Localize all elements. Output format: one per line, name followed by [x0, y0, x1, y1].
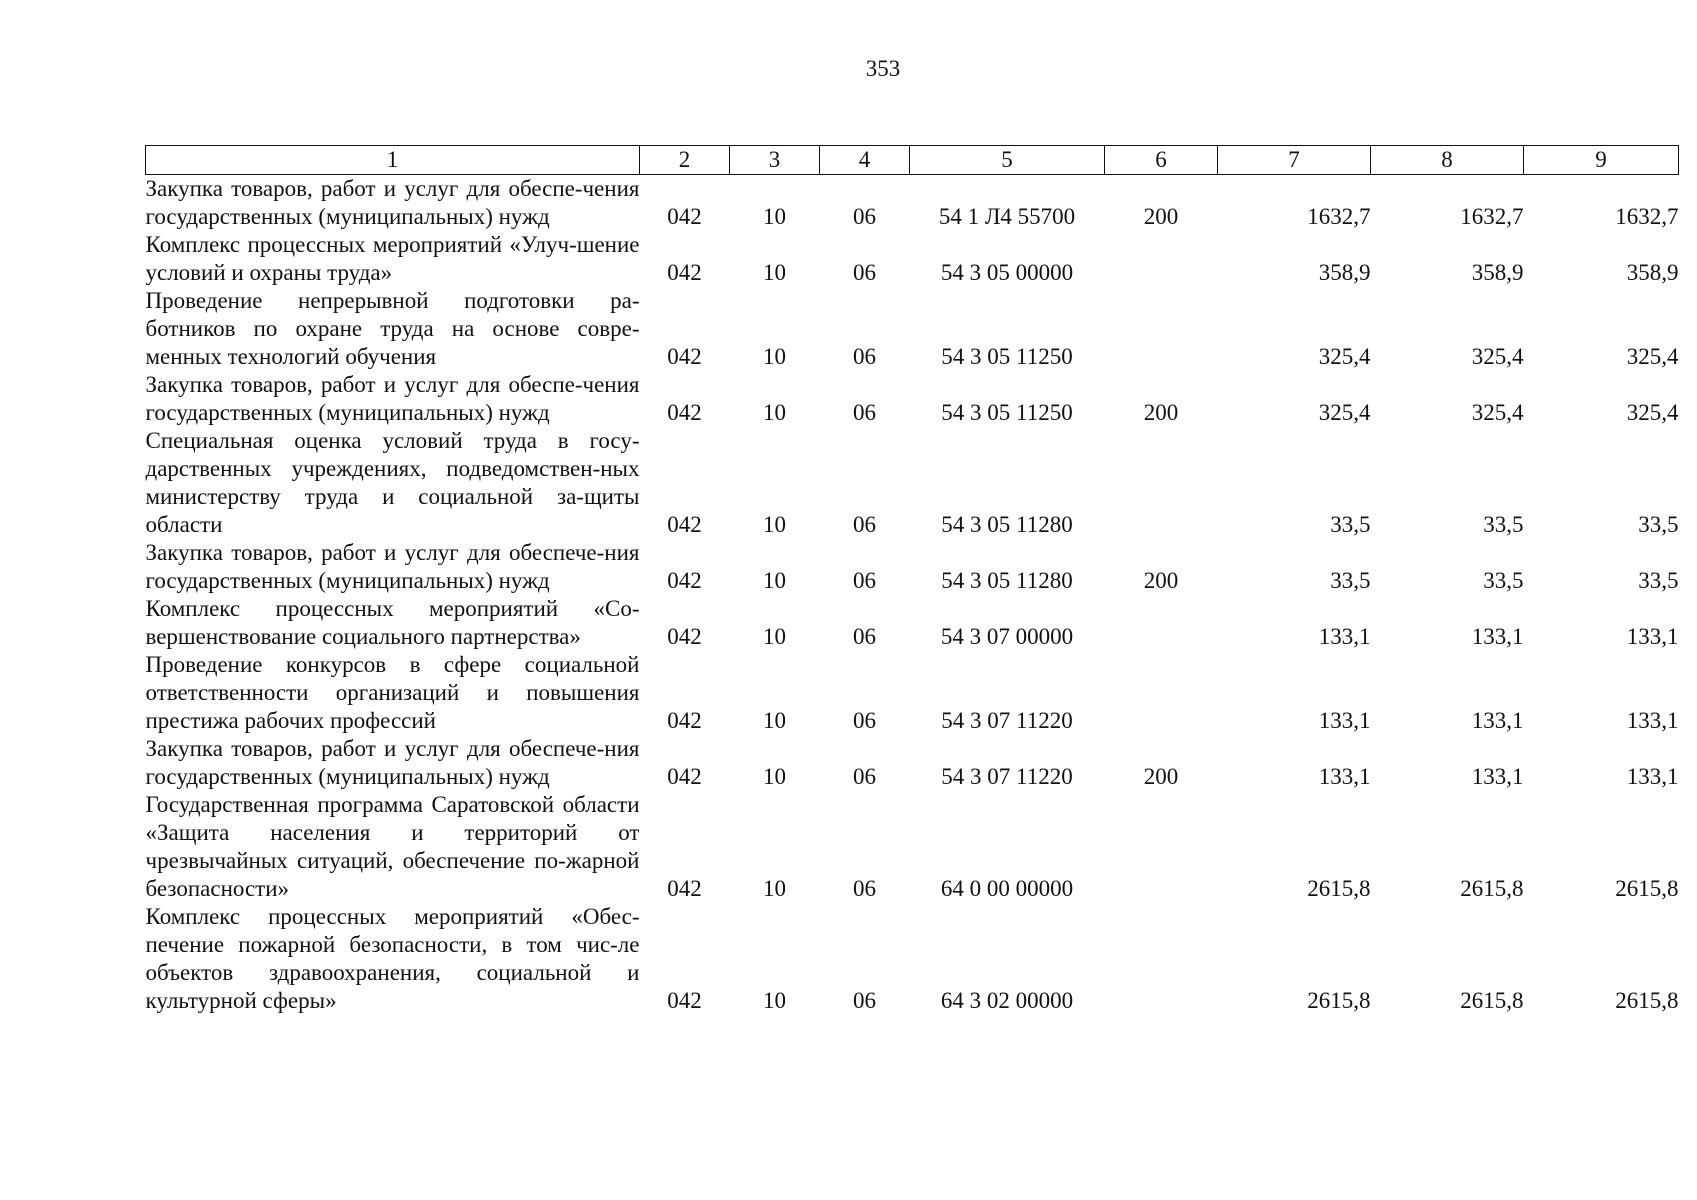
amount-col-7: 33,5 [1330, 568, 1371, 593]
amount-col-9: 133,1 [1626, 708, 1679, 733]
table-row [146, 595, 1679, 651]
column-header: 3 [730, 146, 820, 175]
subsection-code: 06 [853, 708, 876, 733]
page-number: 353 [865, 56, 901, 81]
column-number-header-row [146, 146, 1679, 175]
item-description: Комплекс процессных мероприятий «Улуч-шение условий и охраны труда» [145, 232, 640, 285]
ministry-code: 042 [667, 624, 702, 649]
item-description: Закупка товаров, работ и услуг для обеспе-чения государственных (муниципальных) нужд [145, 176, 640, 229]
amount-col-7: 133,1 [1318, 708, 1371, 733]
amount-col-8: 1632,7 [1460, 204, 1524, 229]
section-code: 10 [763, 876, 786, 901]
expense-type-code [1105, 791, 1218, 903]
column-header: 4 [820, 146, 910, 175]
expense-type-code: 200 [1143, 764, 1179, 789]
subsection-code: 06 [853, 512, 876, 537]
amount-col-7: 325,4 [1318, 344, 1371, 369]
expense-type-code [1105, 651, 1218, 735]
table-row [146, 175, 1679, 232]
amount-col-8: 2615,8 [1460, 988, 1524, 1013]
ministry-code: 042 [667, 988, 702, 1013]
target-article-code: 54 3 07 00000 [940, 624, 1074, 649]
amount-col-9: 133,1 [1626, 624, 1679, 649]
table-row [146, 371, 1679, 427]
amount-col-7: 325,4 [1318, 400, 1371, 425]
target-article-code: 54 3 05 11250 [941, 400, 1073, 425]
target-article-code: 54 3 05 11280 [941, 568, 1073, 593]
amount-col-9: 2615,8 [1615, 876, 1679, 901]
table-body [146, 175, 1679, 1016]
ministry-code: 042 [667, 400, 702, 425]
target-article-code: 64 0 00 00000 [940, 876, 1074, 901]
section-code: 10 [763, 400, 786, 425]
table-row [146, 539, 1679, 595]
amount-col-8: 325,4 [1471, 344, 1524, 369]
expense-type-code: 200 [1143, 400, 1179, 425]
expense-type-code [1105, 903, 1218, 1015]
target-article-code: 54 3 05 00000 [940, 260, 1074, 285]
target-article-code: 64 3 02 00000 [940, 988, 1074, 1013]
item-description: Государственная программа Саратовской области «Защита населения и территорий от чрезвычайных ситуаций, обеспечение по-жарной безопасности» [145, 792, 640, 901]
ministry-code: 042 [667, 764, 702, 789]
table-row [146, 651, 1679, 735]
ministry-code: 042 [667, 568, 702, 593]
section-code: 10 [763, 988, 786, 1013]
ministry-code: 042 [667, 260, 702, 285]
ministry-code: 042 [667, 708, 702, 733]
amount-col-9: 2615,8 [1615, 988, 1679, 1013]
column-header: 9 [1524, 146, 1679, 175]
amount-col-9: 325,4 [1626, 344, 1679, 369]
column-header: 8 [1371, 146, 1524, 175]
subsection-code: 06 [853, 344, 876, 369]
expense-type-code [1105, 595, 1218, 651]
column-header: 6 [1105, 146, 1218, 175]
item-description: Проведение непрерывной подготовки ра-ботников по охране труда на основе совре-менных технологий обучения [145, 288, 640, 369]
amount-col-8: 133,1 [1471, 624, 1524, 649]
item-description: Комплекс процессных мероприятий «Обес-печение пожарной безопасности, в том чис-ле объектов здравоохранения, социальной и культурной сферы» [145, 904, 640, 1013]
amount-col-7: 2615,8 [1307, 988, 1371, 1013]
amount-col-8: 33,5 [1483, 512, 1524, 537]
section-code: 10 [763, 764, 786, 789]
target-article-code: 54 3 05 11280 [941, 512, 1073, 537]
amount-col-7: 1632,7 [1307, 204, 1371, 229]
expense-type-code [1105, 427, 1218, 539]
column-header: 2 [640, 146, 730, 175]
subsection-code: 06 [853, 764, 876, 789]
section-code: 10 [763, 568, 786, 593]
amount-col-8: 325,4 [1471, 400, 1524, 425]
subsection-code: 06 [853, 204, 876, 229]
target-article-code: 54 1 Л4 55700 [938, 204, 1076, 229]
expense-type-code [1105, 287, 1218, 371]
amount-col-9: 33,5 [1638, 568, 1679, 593]
subsection-code: 06 [853, 260, 876, 285]
budget-table [145, 145, 1679, 1015]
ministry-code: 042 [667, 512, 702, 537]
subsection-code: 06 [853, 988, 876, 1013]
column-header: 1 [146, 146, 640, 175]
amount-col-8: 133,1 [1471, 708, 1524, 733]
ministry-code: 042 [667, 344, 702, 369]
amount-col-7: 358,9 [1318, 260, 1371, 285]
item-description: Закупка товаров, работ и услуг для обеспече-ния государственных (муниципальных) нужд [145, 540, 640, 593]
amount-col-9: 133,1 [1626, 764, 1679, 789]
amount-col-9: 33,5 [1638, 512, 1679, 537]
item-description: Комплекс процессных мероприятий «Со-вершенствование социального партнерства» [145, 596, 640, 649]
item-description: Закупка товаров, работ и услуг для обеспе-чения государственных (муниципальных) нужд [145, 372, 640, 425]
amount-col-7: 133,1 [1318, 764, 1371, 789]
expense-type-code: 200 [1143, 568, 1179, 593]
item-description: Специальная оценка условий труда в госу-дарственных учреждениях, подведомствен-ных министерству труда и социальной за-щиты области [145, 428, 640, 537]
target-article-code: 54 3 07 11220 [941, 764, 1073, 789]
section-code: 10 [763, 512, 786, 537]
amount-col-9: 325,4 [1626, 400, 1679, 425]
target-article-code: 54 3 07 11220 [941, 708, 1073, 733]
section-code: 10 [763, 260, 786, 285]
target-article-code: 54 3 05 11250 [941, 344, 1073, 369]
section-code: 10 [763, 624, 786, 649]
column-header: 5 [910, 146, 1105, 175]
amount-col-8: 133,1 [1471, 764, 1524, 789]
subsection-code: 06 [853, 568, 876, 593]
table-row [146, 903, 1679, 1015]
item-description: Закупка товаров, работ и услуг для обеспече-ния государственных (муниципальных) нужд [145, 736, 640, 789]
table-row [146, 791, 1679, 903]
expense-type-code [1105, 231, 1218, 287]
section-code: 10 [763, 708, 786, 733]
amount-col-9: 1632,7 [1615, 204, 1679, 229]
table-row [146, 735, 1679, 791]
subsection-code: 06 [853, 624, 876, 649]
table-row [146, 427, 1679, 539]
amount-col-8: 358,9 [1471, 260, 1524, 285]
item-description: Проведение конкурсов в сфере социальной ответственности организаций и повышения престижа рабочих профессий [145, 652, 640, 733]
section-code: 10 [763, 204, 786, 229]
table-row [146, 231, 1679, 287]
amount-col-8: 33,5 [1483, 568, 1524, 593]
amount-col-7: 33,5 [1330, 512, 1371, 537]
section-code: 10 [763, 344, 786, 369]
subsection-code: 06 [853, 400, 876, 425]
amount-col-8: 2615,8 [1460, 876, 1524, 901]
column-header: 7 [1218, 146, 1371, 175]
subsection-code: 06 [853, 876, 876, 901]
expense-type-code: 200 [1143, 204, 1179, 229]
ministry-code: 042 [667, 204, 702, 229]
table-row [146, 287, 1679, 371]
ministry-code: 042 [667, 876, 702, 901]
amount-col-7: 133,1 [1318, 624, 1371, 649]
amount-col-9: 358,9 [1626, 260, 1679, 285]
amount-col-7: 2615,8 [1307, 876, 1371, 901]
